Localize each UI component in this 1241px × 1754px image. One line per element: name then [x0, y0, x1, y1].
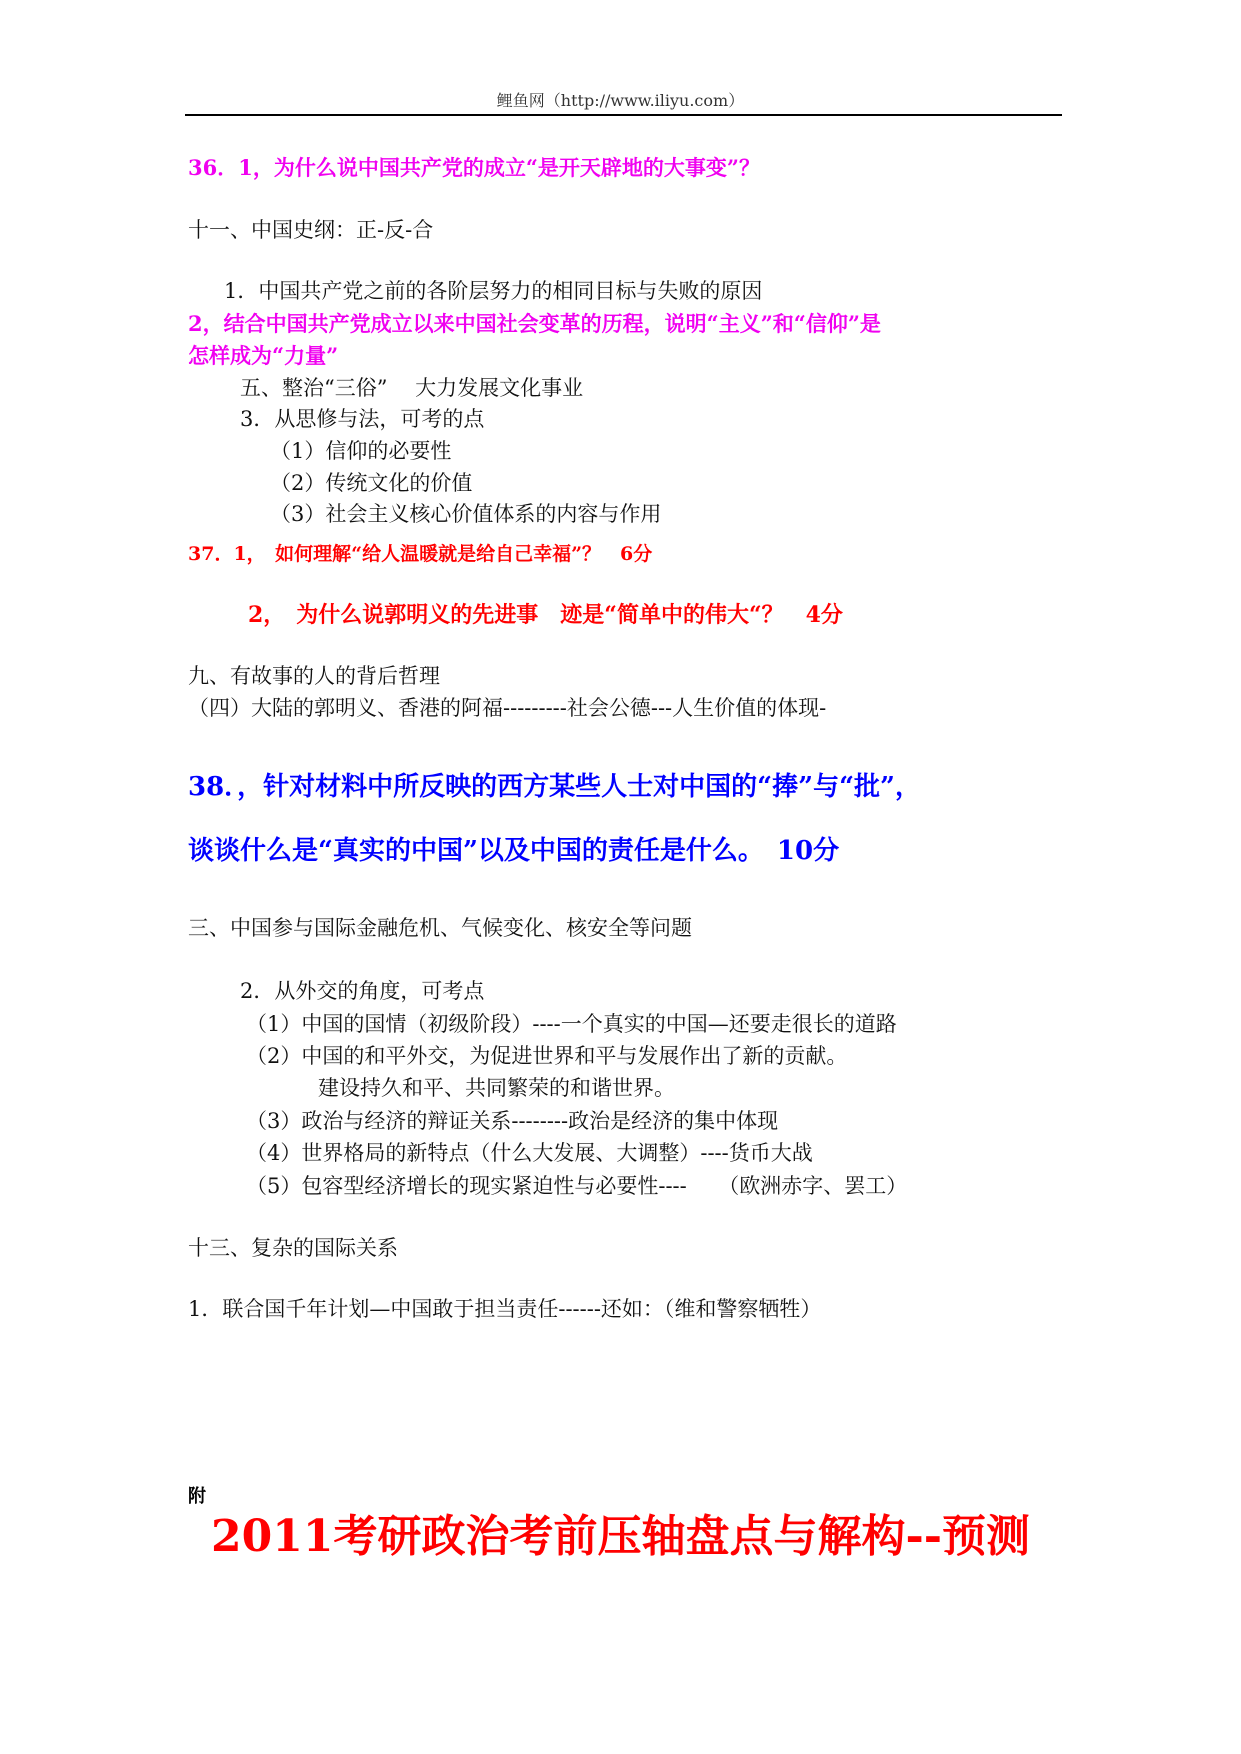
- question-38-line2: 谈谈什么是“真实的中国”以及中国的责任是什么。 10分: [188, 836, 840, 866]
- list-item: 1．联合国千年计划—中国敢于担当责任------还如：（维和警察牺牲）: [188, 1297, 822, 1321]
- list-item: 1．中国共产党之前的各阶层努力的相同目标与失败的原因: [224, 279, 763, 303]
- list-item: （2）中国的和平外交，为促进世界和平与发展作出了新的贡献。: [246, 1044, 848, 1068]
- list-item: 2．从外交的角度，可考点: [240, 979, 485, 1003]
- question-38-line1: 38．，针对材料中所反映的西方某些人士对中国的“捧”与“批”，: [188, 772, 922, 802]
- list-item: 建设持久和平、共同繁荣的和谐世界。: [318, 1076, 675, 1100]
- section-heading: 三、中国参与国际金融危机、气候变化、核安全等问题: [188, 916, 692, 940]
- appendix-title: 2011考研政治考前压轴盘点与解构--预测: [211, 1511, 1030, 1562]
- list-item: 3．从思修与法，可考的点: [240, 407, 485, 431]
- header-rule: [185, 114, 1062, 116]
- list-item: （1）信仰的必要性: [270, 439, 452, 463]
- list-item: （3）社会主义核心价值体系的内容与作用: [270, 502, 662, 526]
- appendix-label: 附: [188, 1486, 206, 1507]
- page-header: 鲤鱼网（http://www.iliyu.com）: [496, 91, 745, 110]
- list-item: （3）政治与经济的辩证关系--------政治是经济的集中体现: [246, 1109, 779, 1133]
- list-item: （四）大陆的郭明义、香港的阿福---------社会公德---人生价值的体现-: [188, 696, 827, 720]
- section-heading: 十一、中国史纲：正-反-合: [188, 218, 434, 242]
- section-heading: 九、有故事的人的背后哲理: [188, 664, 440, 688]
- question-36-2-line1: 2，结合中国共产党成立以来中国社会变革的历程，说明“主义”和“信仰”是: [188, 311, 881, 336]
- list-item: （5）包容型经济增长的现实紧迫性与必要性---- （欧洲赤字、罢工）: [246, 1174, 908, 1198]
- question-37-1: 37．1， 如何理解“给人温暖就是给自己幸福”？ 6分: [188, 543, 653, 565]
- list-item: （4）世界格局的新特点（什么大发展、大调整）----货币大战: [246, 1141, 813, 1165]
- question-36-1: 36．1，为什么说中国共产党的成立“是开天辟地的大事变”？: [188, 155, 760, 180]
- question-37-2: 2， 为什么说郭明义的先进事 迹是“简单中的伟大“？ 4分: [248, 602, 843, 628]
- section-heading: 五、整治“三俗” 大力发展文化事业: [240, 376, 584, 400]
- question-36-2-line2: 怎样成为“力量”: [188, 343, 339, 368]
- list-item: （2）传统文化的价值: [270, 471, 473, 495]
- list-item: （1）中国的国情（初级阶段）----一个真实的中国—还要走很长的道路: [246, 1012, 897, 1036]
- section-heading: 十三、复杂的国际关系: [188, 1236, 398, 1260]
